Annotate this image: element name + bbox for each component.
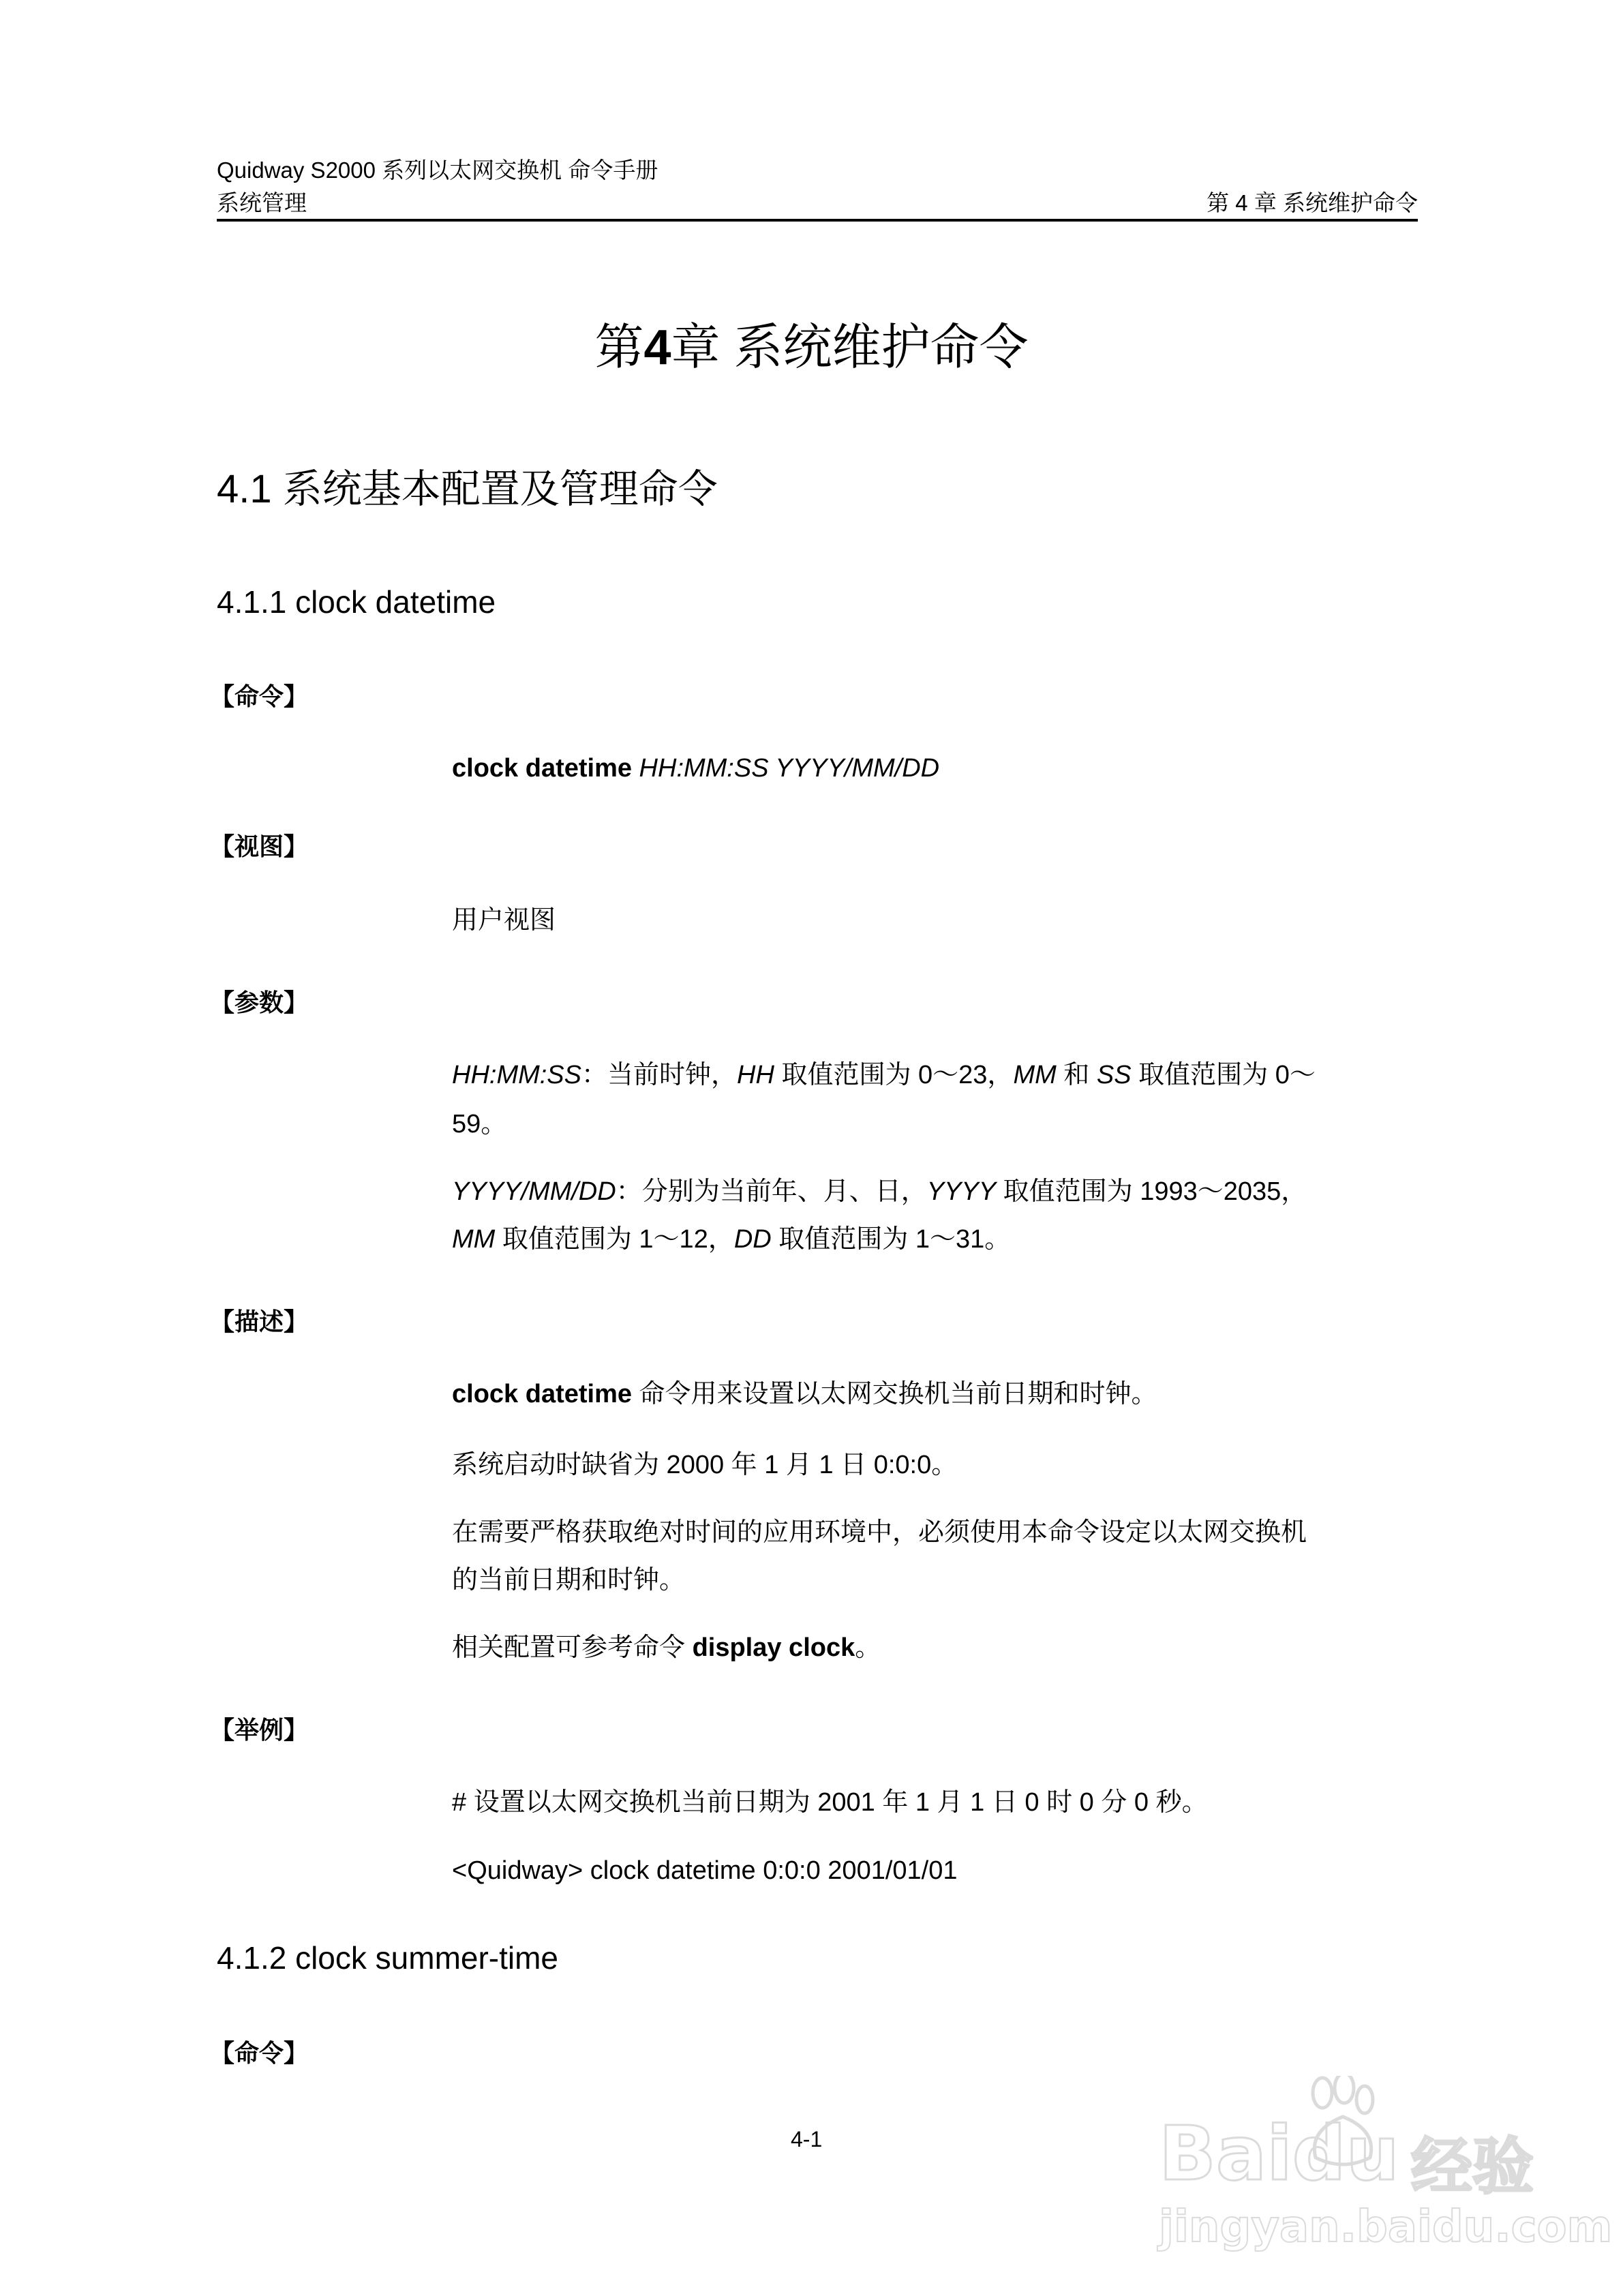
label-example: 【举例】 [210,1716,309,1744]
description-line-2: 系统启动时缺省为 2000 年 1 月 1 日 0:0:0。 [452,1451,958,1479]
watermark-brand: Baidu [1159,2110,1399,2197]
param-hhmmss-cont: 59。 [452,1110,507,1138]
header-title: Quidway S2000 系列以太网交换机 命令手册 [217,157,658,183]
example-command: <Quidway> clock datetime 0:0:0 2001/01/01 [452,1856,958,1885]
section-heading-4-1: 4.1 系统基本配置及管理命令 [217,467,718,511]
description-line-3: 在需要严格获取绝对时间的应用环境中，必须使用本命令设定以太网交换机 [452,1518,1307,1547]
label-params: 【参数】 [210,988,309,1016]
header-chapter: 第 4 章 系统维护命令 [1207,190,1418,215]
subsection-heading-4-1-2: 4.1.2 clock summer-time [217,1940,559,1976]
header-rule [217,219,1418,222]
subsection-heading-4-1-1: 4.1.1 clock datetime [217,584,496,620]
page-number: 4-1 [791,2127,823,2151]
command-syntax: clock datetime HH:MM:SS YYYY/MM/DD [452,754,940,783]
example-comment: # 设置以太网交换机当前日期为 2001 年 1 月 1 日 0 时 0 分 0 秒。 [452,1788,1208,1817]
description-line-4: 相关配置可参考命令 display clock。 [452,1633,881,1662]
param-hhmmss: HH:MM:SS：当前时钟，HH 取值范围为 0～23，MM 和 SS 取值范围为 0～ [452,1061,1316,1089]
baidu-watermark [1159,2083,1613,2287]
chapter-title: 第4章 系统维护命令 [594,320,1029,375]
header-section: 系统管理 [217,190,307,215]
watermark-url: jingyan.baidu.com [1159,2202,1613,2252]
label-view: 【视图】 [210,832,309,860]
param-yyyymmdd-cont: MM 取值范围为 1～12，DD 取值范围为 1～31。 [452,1225,1011,1254]
label-command-2: 【命令】 [210,2039,309,2067]
description-line-1: clock datetime 命令用来设置以太网交换机当前日期和时钟。 [452,1380,1157,1408]
description-line-3-cont: 的当前日期和时钟。 [452,1566,686,1595]
view-text: 用户视图 [452,906,556,935]
watermark-brand-cn: 经验 [1411,2131,1534,2203]
param-yyyymmdd: YYYY/MM/DD：分别为当前年、月、日，YYYY 取值范围为 1993～2035， [452,1177,1307,1206]
label-command: 【命令】 [210,682,309,710]
label-description: 【描述】 [210,1308,309,1335]
